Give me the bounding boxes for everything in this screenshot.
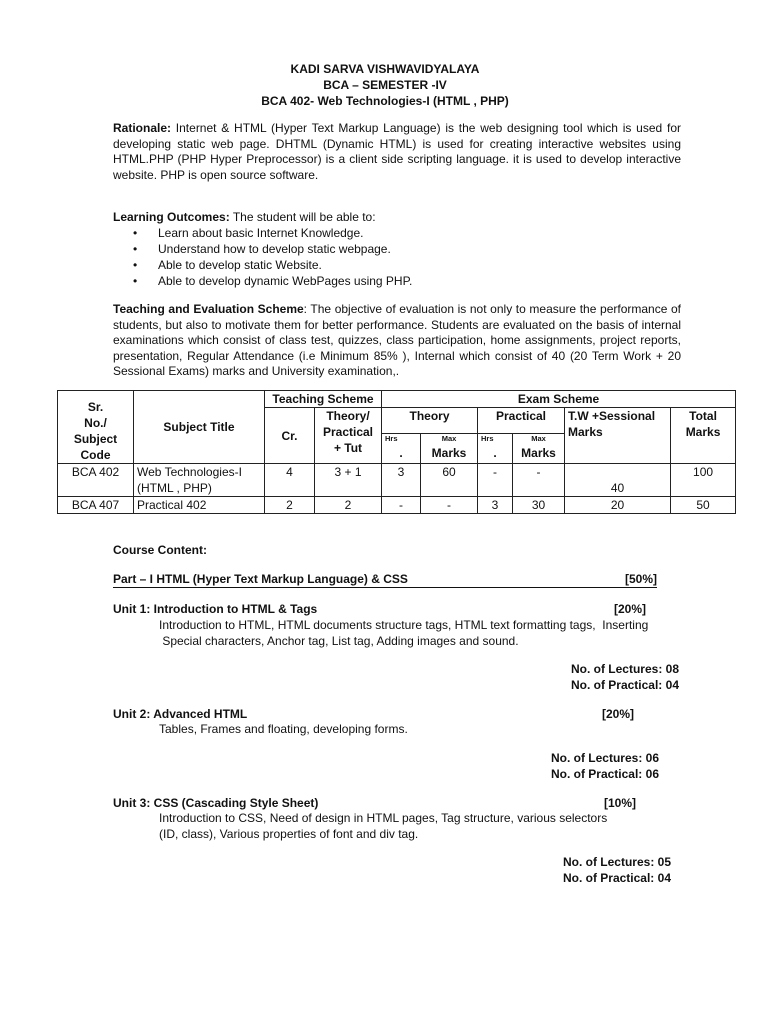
header-theory-practical bbox=[315, 408, 382, 464]
header-sr-no bbox=[58, 391, 134, 464]
cell-total: 100 bbox=[671, 464, 736, 497]
list-item: • Able to develop dynamic WebPages using PHP. bbox=[131, 273, 412, 289]
unit-1-practicals: No. of Practical: 04 bbox=[570, 677, 679, 692]
unit-3-lectures: No. of Lectures: 05 bbox=[562, 855, 671, 869]
rationale-label: Rationale: bbox=[113, 121, 172, 135]
cell-practical-max: - bbox=[513, 464, 565, 497]
header-text: Theory/ bbox=[326, 409, 370, 423]
unit-1-percentage: [20%] bbox=[614, 602, 647, 616]
unit-2-lectures: No. of Lectures: 06 bbox=[550, 751, 659, 765]
course-title: BCA 402- Web Technologies-I (HTML , PHP) bbox=[261, 94, 509, 108]
document-header bbox=[0, 61, 770, 109]
university-name: KADI SARVA VISHWAVIDYALAYA bbox=[290, 62, 480, 76]
unit-1-load bbox=[520, 662, 679, 693]
teaching-scheme-label: Teaching and Evaluation Scheme bbox=[113, 302, 304, 316]
cell-theory-hrs: 3 bbox=[382, 464, 421, 497]
header-text: Marks bbox=[685, 425, 721, 439]
header-teaching-scheme: Teaching Scheme bbox=[265, 391, 382, 408]
header-text: Subject bbox=[73, 432, 118, 446]
header-exam-scheme: Exam Scheme bbox=[382, 391, 736, 408]
header-practical: Practical bbox=[478, 408, 565, 434]
header-credits: Cr. bbox=[265, 408, 315, 464]
cell-practical-hrs: - bbox=[478, 464, 513, 497]
cell-code: BCA 402 bbox=[58, 464, 134, 497]
header-total-marks bbox=[671, 408, 736, 464]
cell-practical-max: 30 bbox=[513, 497, 565, 514]
cell-total: 50 bbox=[671, 497, 736, 514]
cell-text: Web Technologies-I bbox=[137, 465, 242, 479]
cell-theory-max: 60 bbox=[421, 464, 478, 497]
cell-code: BCA 407 bbox=[58, 497, 134, 514]
unit-1-line: Special characters, Anchor tag, List tag, Adding images and sound. bbox=[159, 633, 519, 648]
evaluation-scheme-table bbox=[57, 390, 736, 514]
list-item: • Understand how to develop static webpage. bbox=[131, 241, 412, 257]
rationale-paragraph bbox=[113, 121, 681, 183]
cell-credits: 4 bbox=[265, 464, 315, 497]
unit-2-line: Tables, Frames and floating, developing forms. bbox=[159, 722, 408, 736]
cell-text: (HTML , PHP) bbox=[137, 481, 212, 495]
list-item: • Able to develop static Website. bbox=[131, 257, 412, 273]
table-row bbox=[58, 497, 736, 514]
teaching-scheme-text: : The objective of evaluation is not only to measure the performance of students, but also to motivate them for better performance. Students are evaluated on the basis of internal examinations which consist of class test, quizzes, class participation, home assignments, project reports, presentation, Regular Attendance (i.e Minimum 85% ), Internal which consist of 40 (20 Term Work + 20 Sessional Exams) marks and University examination,. bbox=[113, 302, 682, 378]
part-title: Part – I HTML (Hyper Text Markup Language) & CSS bbox=[113, 572, 408, 586]
learning-outcomes-label: Learning Outcomes: bbox=[113, 210, 230, 224]
header-practical-hrs: Hrs bbox=[478, 433, 513, 445]
unit-2-load bbox=[500, 751, 659, 782]
unit-2-percentage: [20%] bbox=[602, 707, 635, 721]
unit-2-title: Unit 2: Advanced HTML bbox=[113, 707, 248, 721]
part-percentage: [50%] bbox=[624, 572, 657, 586]
unit-2-content bbox=[159, 722, 699, 738]
course-content-heading: Course Content: bbox=[113, 543, 207, 557]
unit-3-line: (ID, class), Various properties of font and div tag. bbox=[159, 826, 419, 841]
header-text: + Tut bbox=[333, 441, 363, 455]
table-header-row bbox=[58, 391, 736, 408]
cell-tw-sessional: 20 bbox=[565, 497, 671, 514]
header-text: Code bbox=[80, 448, 111, 462]
cell-tw-sessional: 40 bbox=[565, 464, 671, 497]
header-text: Total bbox=[689, 409, 717, 423]
header-theory-max: Max bbox=[421, 433, 478, 445]
cell-title: Practical 402 bbox=[134, 497, 265, 514]
unit-3-title: Unit 3: CSS (Cascading Style Sheet) bbox=[113, 796, 319, 810]
header-practical-max: Max bbox=[513, 433, 565, 445]
header-theory-marks: Marks bbox=[421, 445, 478, 463]
list-item: • Learn about basic Internet Knowledge. bbox=[131, 225, 412, 241]
unit-1-title: Unit 1: Introduction to HTML & Tags bbox=[113, 602, 318, 616]
header-theory: Theory bbox=[382, 408, 478, 434]
unit-3-load bbox=[500, 855, 671, 886]
header-text: T.W +Sessional bbox=[568, 409, 656, 423]
header-text: Practical bbox=[322, 425, 374, 439]
header-subject-title: Subject Title bbox=[134, 391, 265, 464]
header-text: No./ bbox=[84, 416, 107, 430]
unit-1-lectures: No. of Lectures: 08 bbox=[570, 662, 679, 676]
cell-practical-hrs: 3 bbox=[478, 497, 513, 514]
table-row bbox=[58, 464, 736, 497]
header-theory-hrs-dot: . bbox=[382, 445, 421, 463]
unit-3-line: Introduction to CSS, Need of design in HTML pages, Tag structure, various selectors bbox=[159, 811, 608, 825]
unit-2-practicals: No. of Practical: 06 bbox=[550, 766, 659, 781]
learning-outcomes-intro: The student will be able to: bbox=[232, 210, 376, 224]
cell-theory-hrs: - bbox=[382, 497, 421, 514]
unit-3-content bbox=[159, 811, 699, 842]
teaching-scheme-paragraph bbox=[113, 302, 681, 380]
semester-title: BCA – SEMESTER -IV bbox=[323, 78, 447, 92]
learning-outcomes-list bbox=[131, 225, 412, 289]
header-text: Marks bbox=[568, 425, 603, 439]
header-theory-hrs: Hrs bbox=[382, 433, 421, 445]
learning-outcomes-heading bbox=[113, 210, 376, 224]
unit-3-percentage: [10%] bbox=[604, 796, 637, 810]
header-practical-marks: Marks bbox=[513, 445, 565, 463]
unit-1-content bbox=[159, 618, 699, 649]
header-tw-sessional bbox=[565, 408, 671, 464]
cell-theory-practical: 3 + 1 bbox=[315, 464, 382, 497]
header-text: Sr. bbox=[87, 400, 104, 414]
unit-3-practicals: No. of Practical: 04 bbox=[562, 870, 671, 885]
header-practical-hrs-dot: . bbox=[478, 445, 513, 463]
unit-1-line: Introduction to HTML, HTML documents structure tags, HTML text formatting tags, Inserting bbox=[159, 618, 649, 632]
cell-theory-max: - bbox=[421, 497, 478, 514]
cell-title bbox=[134, 464, 265, 497]
cell-theory-practical: 2 bbox=[315, 497, 382, 514]
part-heading bbox=[113, 572, 657, 588]
cell-credits: 2 bbox=[265, 497, 315, 514]
rationale-text: Internet & HTML (Hyper Text Markup Language) is the web designing tool which is used for developing static web page. DHTML (Dynamic HTML) is used for creating interactive websites using HTML.PHP (PHP Hyper Preprocessor) is a client side scripting language. it is used to develop interactive website. PHP is open source software. bbox=[113, 121, 681, 182]
